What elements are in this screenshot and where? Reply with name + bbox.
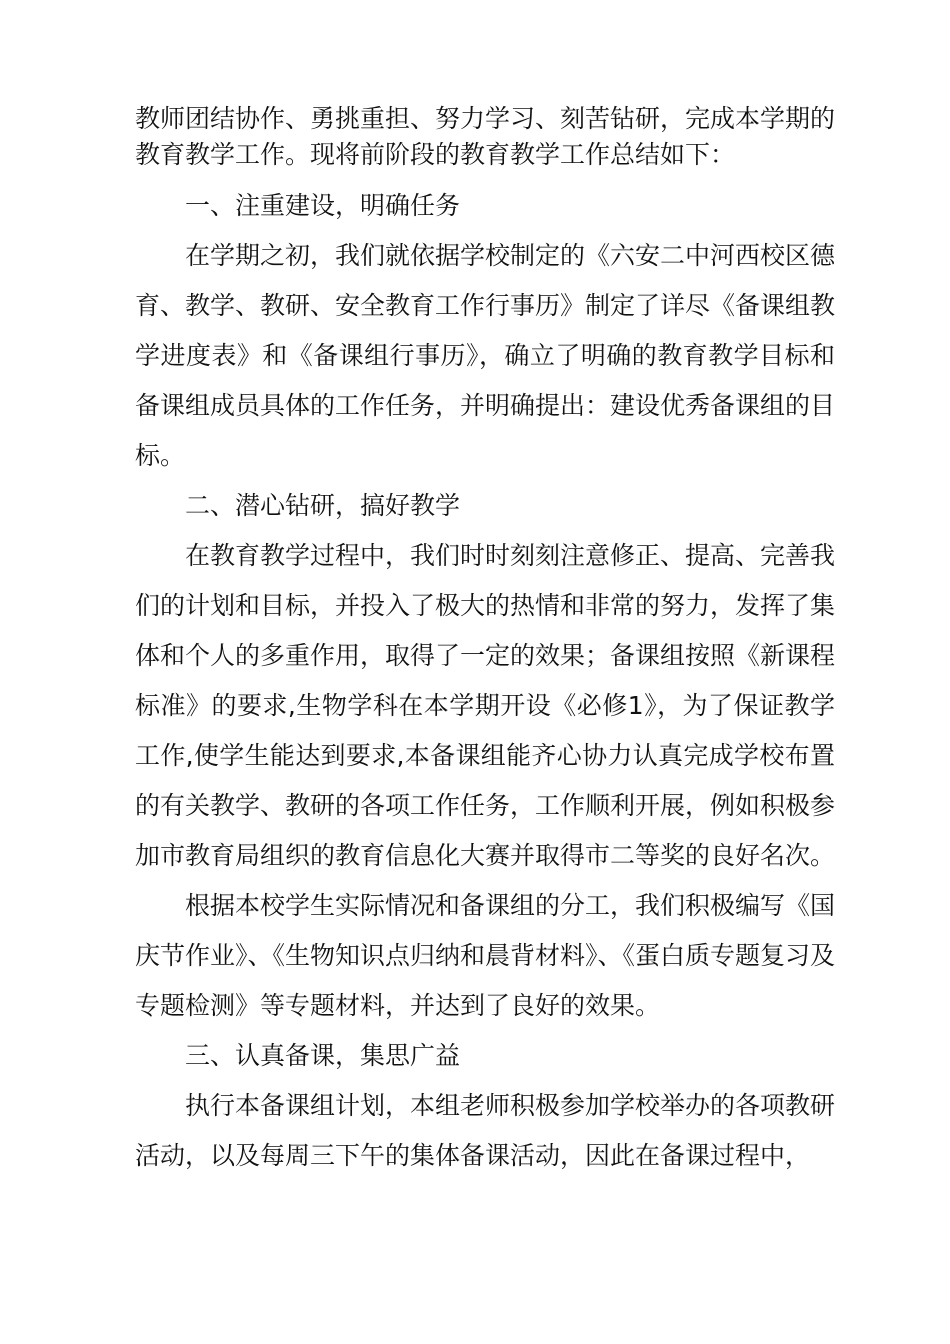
section-heading-2: 二、潜心钻研，搞好教学: [185, 491, 461, 520]
section-2-paragraph-1: 在教育教学过程中，我们时时刻刻注意修正、提高、完善我们的计划和目标，并投入了极大的热情和非常的努力，发挥了集体和个人的多重作用，取得了一定的效果；备课组按照《新课程标准》的要求,生物学科在本学期开设《必修1》，为了保证教学工作,使学生能达到要求,本备课组能齐心协力认真完成学校布置的有关教学、教研的各项工作任务，工作顺利开展，例如积极参加市教育局组织的教育信息化大赛并取得市二等奖的良好名次。: [135, 541, 836, 870]
section-1-paragraph-1: 在学期之初，我们就依据学校制定的《六安二中河西校区德育、教学、教研、安全教育工作行事历》制定了详尽《备课组教学进度表》和《备课组行事历》，确立了明确的教育教学目标和备课组成员具体的工作任务，并明确提出：建设优秀备课组的目标。: [135, 241, 836, 470]
section-3-paragraph-1: 执行本备课组计划，本组老师积极参加学校举办的各项教研活动，以及每周三下午的集体备课活动，因此在备课过程中，: [135, 1091, 836, 1170]
section-heading-1: 一、注重建设，明确任务: [185, 191, 461, 220]
document-body: [135, 101, 835, 1181]
intro-paragraph: 教师团结协作、勇挑重担、努力学习、刻苦钻研，完成本学期的教育教学工作。现将前阶段的教育教学工作总结如下：: [135, 104, 836, 169]
section-2-paragraph-2: 根据本校学生实际情况和备课组的分工，我们积极编写《国庆节作业》、《生物知识点归纳和晨背材料》、《蛋白质专题复习及专题检测》等专题材料，并达到了良好的效果。: [135, 891, 836, 1020]
spacer: [135, 173, 835, 181]
section-heading-3: 三、认真备课，集思广益: [185, 1041, 461, 1070]
